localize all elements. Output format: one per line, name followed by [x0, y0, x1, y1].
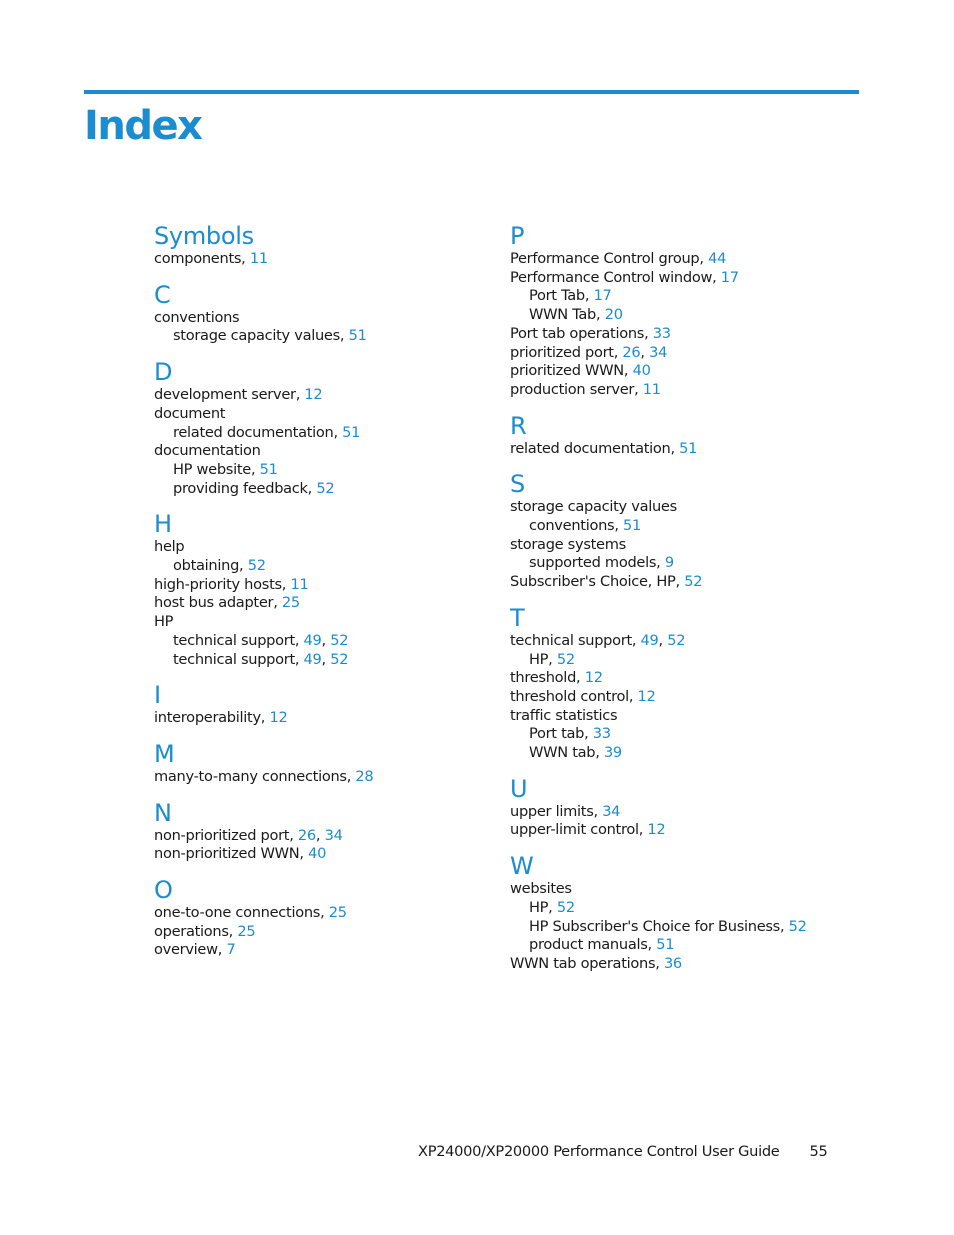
index-entry — [510, 325, 870, 344]
page-separator: , — [321, 650, 331, 668]
index-section — [154, 876, 514, 960]
page-link[interactable]: 51 — [348, 327, 367, 345]
entry-term: technical support, — [173, 631, 304, 649]
index-section — [510, 852, 870, 974]
index-section — [510, 470, 870, 592]
entry-term: many-to-many connections, — [154, 767, 356, 785]
index-entry — [510, 669, 870, 688]
index-subentry — [510, 744, 870, 763]
page-title: Index — [84, 103, 202, 149]
entry-term: HP, — [529, 650, 557, 668]
page-link[interactable]: 33 — [652, 324, 671, 342]
section-letter: H — [154, 510, 172, 539]
footer-title: XP24000/XP20000 Performance Control User Guide — [418, 1143, 780, 1160]
entry-term: WWN Tab, — [529, 306, 605, 324]
index-subentry — [510, 725, 870, 744]
index-entry — [154, 442, 514, 461]
index-entry — [154, 827, 514, 846]
page-link[interactable]: 49 — [640, 631, 659, 649]
page-link[interactable]: 44 — [708, 250, 727, 267]
index-entry — [154, 613, 514, 632]
entry-term: websites — [510, 880, 572, 898]
entry-term: HP — [154, 613, 174, 631]
index-subentry — [510, 306, 870, 325]
entry-term: non-prioritized port, — [154, 826, 298, 844]
page-link[interactable]: 25 — [237, 922, 256, 940]
index-entry — [510, 707, 870, 726]
page-separator: , — [321, 631, 331, 649]
index-section — [154, 222, 514, 269]
entry-term: Port tab, — [529, 725, 593, 743]
page-link[interactable]: 26 — [622, 343, 641, 361]
entry-term: production server, — [510, 380, 643, 398]
entry-term: HP website, — [173, 460, 260, 478]
page-link[interactable]: 52 — [316, 479, 335, 497]
entry-term: development server, — [154, 386, 305, 404]
index-subentry — [510, 899, 870, 918]
entry-term: Port Tab, — [529, 287, 594, 305]
entry-term: supported models, — [529, 554, 665, 572]
page-link[interactable]: 52 — [556, 898, 575, 916]
section-letter: M — [154, 739, 175, 768]
index-entry — [154, 576, 514, 595]
entry-term: upper limits, — [510, 802, 603, 820]
index-subentry — [510, 918, 870, 937]
index-section — [510, 604, 870, 763]
entry-term: prioritized WWN, — [510, 362, 633, 380]
index-entry — [510, 381, 870, 400]
entry-term: overview, — [154, 941, 227, 959]
entry-term: Port tab operations, — [510, 324, 653, 342]
page-link[interactable]: 52 — [330, 650, 349, 668]
index-section — [154, 510, 514, 669]
page-link[interactable]: 39 — [603, 744, 622, 762]
page-link[interactable]: 20 — [604, 306, 623, 324]
index-subentry — [510, 651, 870, 670]
index-entry — [510, 573, 870, 592]
entry-term: non-prioritized WWN, — [154, 845, 309, 863]
page-link[interactable]: 51 — [623, 517, 641, 535]
page-link[interactable]: 51 — [679, 439, 698, 457]
index-section — [154, 740, 514, 787]
entry-term: Subscriber's Choice, HP, — [510, 573, 685, 591]
page-link[interactable]: 11 — [249, 250, 268, 267]
page-link[interactable]: 26 — [297, 826, 316, 844]
index-subentry — [154, 651, 514, 670]
section-letter: W — [510, 852, 534, 881]
page-link[interactable]: 25 — [281, 594, 300, 612]
entry-term: one-to-one connections, — [154, 904, 329, 922]
index-subentry — [154, 480, 514, 499]
page-link[interactable]: 51 — [342, 423, 361, 441]
entry-term: components, — [154, 250, 250, 267]
page-link[interactable]: 12 — [304, 386, 323, 404]
entry-term: threshold, — [510, 669, 585, 687]
page-link[interactable]: 52 — [667, 631, 686, 649]
index-entry — [154, 250, 514, 269]
index-subentry — [510, 517, 870, 536]
index-entry — [154, 538, 514, 557]
page-link[interactable]: 28 — [355, 767, 374, 785]
entry-term: storage capacity values, — [173, 327, 349, 345]
page-link[interactable]: 11 — [642, 380, 661, 398]
entry-term: Performance Control group, — [510, 250, 709, 267]
page-separator: , — [640, 343, 650, 361]
page-link[interactable]: 34 — [649, 343, 668, 361]
index-subentry — [154, 461, 514, 480]
page-link[interactable]: 49 — [303, 650, 322, 668]
page-link[interactable]: 17 — [720, 268, 739, 286]
entry-term: WWN tab operations, — [510, 954, 664, 972]
index-subentry — [154, 424, 514, 443]
index-subentry — [510, 554, 870, 573]
entry-term: conventions, — [529, 517, 624, 535]
index-entry — [510, 632, 870, 651]
index-entry — [154, 405, 514, 424]
section-letter: S — [510, 470, 525, 499]
index-entry — [510, 688, 870, 707]
entry-term: upper-limit control, — [510, 821, 648, 839]
entry-term: operations, — [154, 922, 238, 940]
index-entry — [510, 498, 870, 517]
entry-term: product manuals, — [529, 936, 657, 954]
section-letter: U — [510, 774, 528, 803]
entry-term: storage systems — [510, 535, 626, 553]
index-entry — [154, 845, 514, 864]
page-link[interactable]: 25 — [328, 904, 347, 922]
header-rule — [84, 90, 859, 94]
index-section — [510, 412, 870, 459]
page-link[interactable]: 12 — [584, 669, 603, 687]
section-letter: I — [154, 681, 161, 710]
page-link[interactable]: 49 — [303, 631, 322, 649]
section-letter: N — [154, 798, 172, 827]
index-entry — [510, 344, 870, 363]
entry-term: providing feedback, — [173, 479, 317, 497]
page-link[interactable]: 12 — [637, 687, 656, 705]
index-section — [510, 222, 870, 400]
index-subentry — [154, 557, 514, 576]
index-subentry — [154, 327, 514, 346]
page-link[interactable]: 12 — [269, 709, 288, 727]
index-entry — [510, 880, 870, 899]
index-entry — [510, 362, 870, 381]
page-link[interactable]: 51 — [656, 936, 675, 954]
index-section — [510, 775, 870, 840]
index-entry — [510, 269, 870, 288]
page-link[interactable]: 34 — [324, 826, 343, 844]
index-section — [154, 799, 514, 864]
page-link[interactable]: 12 — [647, 821, 666, 839]
entry-term: Performance Control window, — [510, 268, 721, 286]
index-subentry — [510, 936, 870, 955]
entry-term: related documentation, — [510, 439, 680, 457]
index-entry — [510, 440, 870, 459]
section-letter: T — [510, 603, 525, 632]
entry-term: storage capacity values — [510, 498, 677, 516]
entry-term: technical support, — [510, 631, 641, 649]
index-entry — [510, 821, 870, 840]
entry-term: traffic statistics — [510, 706, 618, 724]
page-link[interactable]: 52 — [247, 557, 266, 575]
index-entry — [154, 904, 514, 923]
entry-term: documentation — [154, 442, 261, 460]
page-link[interactable]: 34 — [602, 802, 621, 820]
entry-term: threshold control, — [510, 687, 638, 705]
index-subentry — [510, 287, 870, 306]
section-letter: P — [510, 222, 525, 250]
page-link[interactable]: 9 — [664, 554, 674, 572]
section-letter: C — [154, 280, 171, 309]
index-entry — [154, 768, 514, 787]
page-link[interactable]: 17 — [593, 287, 612, 305]
index-column-left — [154, 222, 514, 972]
index-section — [154, 681, 514, 728]
index-subentry — [154, 632, 514, 651]
index-entry — [510, 803, 870, 822]
page-separator: , — [658, 631, 668, 649]
index-entry — [154, 709, 514, 728]
page-link[interactable]: 52 — [556, 650, 575, 668]
entry-term: conventions — [154, 308, 240, 326]
entry-term: obtaining, — [173, 557, 248, 575]
page-link[interactable]: 36 — [663, 954, 682, 972]
page-link[interactable]: 40 — [632, 362, 651, 380]
entry-term: technical support, — [173, 650, 304, 668]
page-link[interactable]: 7 — [226, 941, 236, 959]
page-number: 55 — [809, 1143, 828, 1160]
entry-term: WWN tab, — [529, 744, 604, 762]
index-entry — [510, 536, 870, 555]
page-separator: , — [315, 826, 325, 844]
section-letter: O — [154, 876, 173, 905]
page-link[interactable]: 51 — [259, 460, 278, 478]
section-letter: D — [154, 358, 173, 387]
section-letter: R — [510, 411, 527, 440]
entry-term: host bus adapter, — [154, 594, 282, 612]
entry-term: help — [154, 538, 185, 556]
entry-term: HP Subscriber's Choice for Business, — [529, 917, 789, 935]
index-entry — [154, 594, 514, 613]
index-section — [154, 281, 514, 346]
section-letter: Symbols — [154, 222, 254, 250]
index-entry — [154, 941, 514, 960]
index-column-right — [510, 222, 870, 986]
page-link[interactable]: 33 — [592, 725, 611, 743]
entry-term: interoperability, — [154, 709, 270, 727]
page-link[interactable]: 11 — [290, 575, 309, 593]
page-footer — [418, 1143, 827, 1160]
entry-term: document — [154, 404, 226, 422]
index-entry — [510, 250, 870, 269]
page-link[interactable]: 40 — [308, 845, 327, 863]
index-entry — [154, 386, 514, 405]
index-entry — [510, 955, 870, 974]
entry-term: high-priority hosts, — [154, 575, 291, 593]
index-entry — [154, 309, 514, 328]
index-section — [154, 358, 514, 498]
index-entry — [154, 923, 514, 942]
entry-term: related documentation, — [173, 423, 343, 441]
page-link[interactable]: 52 — [788, 917, 807, 935]
page-link[interactable]: 52 — [684, 573, 703, 591]
entry-term: HP, — [529, 898, 557, 916]
page-link[interactable]: 52 — [330, 631, 349, 649]
entry-term: prioritized port, — [510, 343, 623, 361]
